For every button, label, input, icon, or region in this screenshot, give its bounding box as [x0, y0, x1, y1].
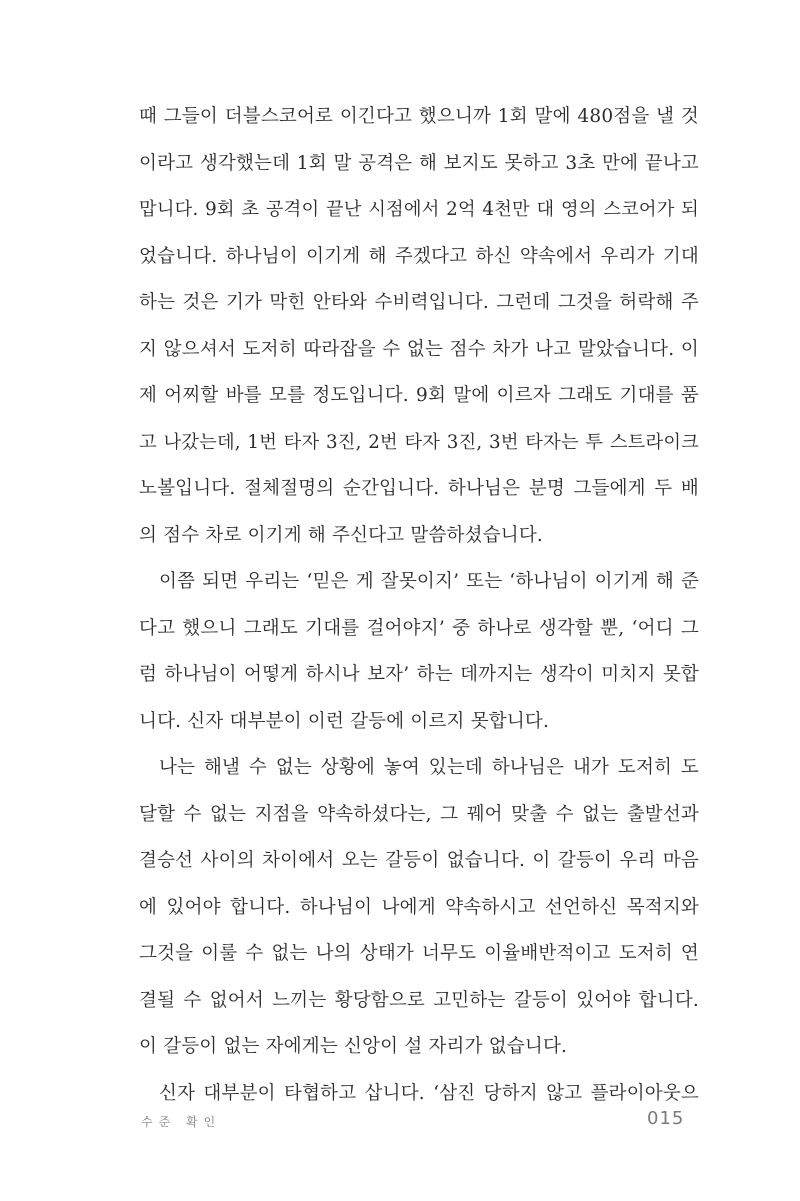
- text-line: 나는 해낼 수 없는 상황에 놓여 있는데 하나님은 내가 도저히 도: [159, 757, 699, 778]
- running-footer-title: 수준 확인: [141, 1115, 222, 1129]
- text-line: 었습니다. 하나님이 이기게 해 주겠다고 하신 약속에서 우리가 기대: [139, 245, 699, 267]
- text-line: 맙니다. 9회 초 공격이 끝난 시점에서 2억 4천만 대 영의 스코어가 되: [139, 199, 699, 220]
- text-line: 이 갈등이 없는 자에게는 신앙이 설 자리가 없습니다.: [139, 1036, 568, 1057]
- text-line: 결승선 사이의 차이에서 오는 갈등이 없습니다. 이 갈등이 우리 마음: [139, 850, 699, 871]
- text-line: 하는 것은 기가 막힌 안타와 수비력입니다. 그런데 그것을 허락해 주: [139, 292, 699, 313]
- text-line: 의 점수 차로 이기게 해 주신다고 말씀하셨습니다.: [139, 524, 543, 546]
- body-text: [139, 94, 699, 1117]
- text-line: 니다. 신자 대부분이 이런 갈등에 이르지 못합니다.: [139, 710, 550, 732]
- text-line: 노볼입니다. 절체절명의 순간입니다. 하나님은 분명 그들에게 두 배: [139, 478, 699, 499]
- text-line: 이라고 생각했는데 1회 말 공격은 해 보지도 못하고 3초 만에 끝나고: [139, 152, 699, 174]
- text-line: 럼 하나님이 어떻게 하시나 보자’ 하는 데까지는 생각이 미치지 못합: [139, 664, 699, 685]
- text-line: 지 않으셔서 도저히 따라잡을 수 없는 점수 차가 나고 말았습니다. 이: [139, 338, 699, 360]
- text-line: 때 그들이 더블스코어로 이긴다고 했으니까 1회 말에 480점을 낼 것: [139, 106, 699, 127]
- text-line: 그것을 이룰 수 없는 나의 상태가 너무도 이율배반적이고 도저히 연: [139, 943, 699, 964]
- text-line: 결될 수 없어서 느끼는 황당함으로 고민하는 갈등이 있어야 합니다.: [139, 989, 699, 1011]
- text-line: 이쯤 되면 우리는 ‘믿은 게 잘못이지’ 또는 ‘하나님이 이기게 해 준: [159, 571, 699, 592]
- text-line: 고 나갔는데, 1번 타자 3진, 2번 타자 3진, 3번 타자는 투 스트라이크: [139, 431, 699, 453]
- text-line: 신자 대부분이 타협하고 삽니다. ‘삼진 당하지 않고 플라이아웃으: [159, 1082, 699, 1104]
- text-line: 제 어찌할 바를 모를 정도입니다. 9회 말에 이르자 그래도 기대를 품: [139, 385, 699, 406]
- page-number: 015: [647, 1108, 685, 1129]
- text-line: 달할 수 없는 지점을 약속하셨다는, 그 꿰어 맞출 수 없는 출발선과: [139, 803, 699, 825]
- text-line: 다고 했으니 그래도 기대를 걸어야지’ 중 하나로 생각할 뿐, ‘어디 그: [139, 617, 699, 639]
- text-line: 에 있어야 합니다. 하나님이 나에게 약속하시고 선언하신 목적지와: [139, 896, 699, 918]
